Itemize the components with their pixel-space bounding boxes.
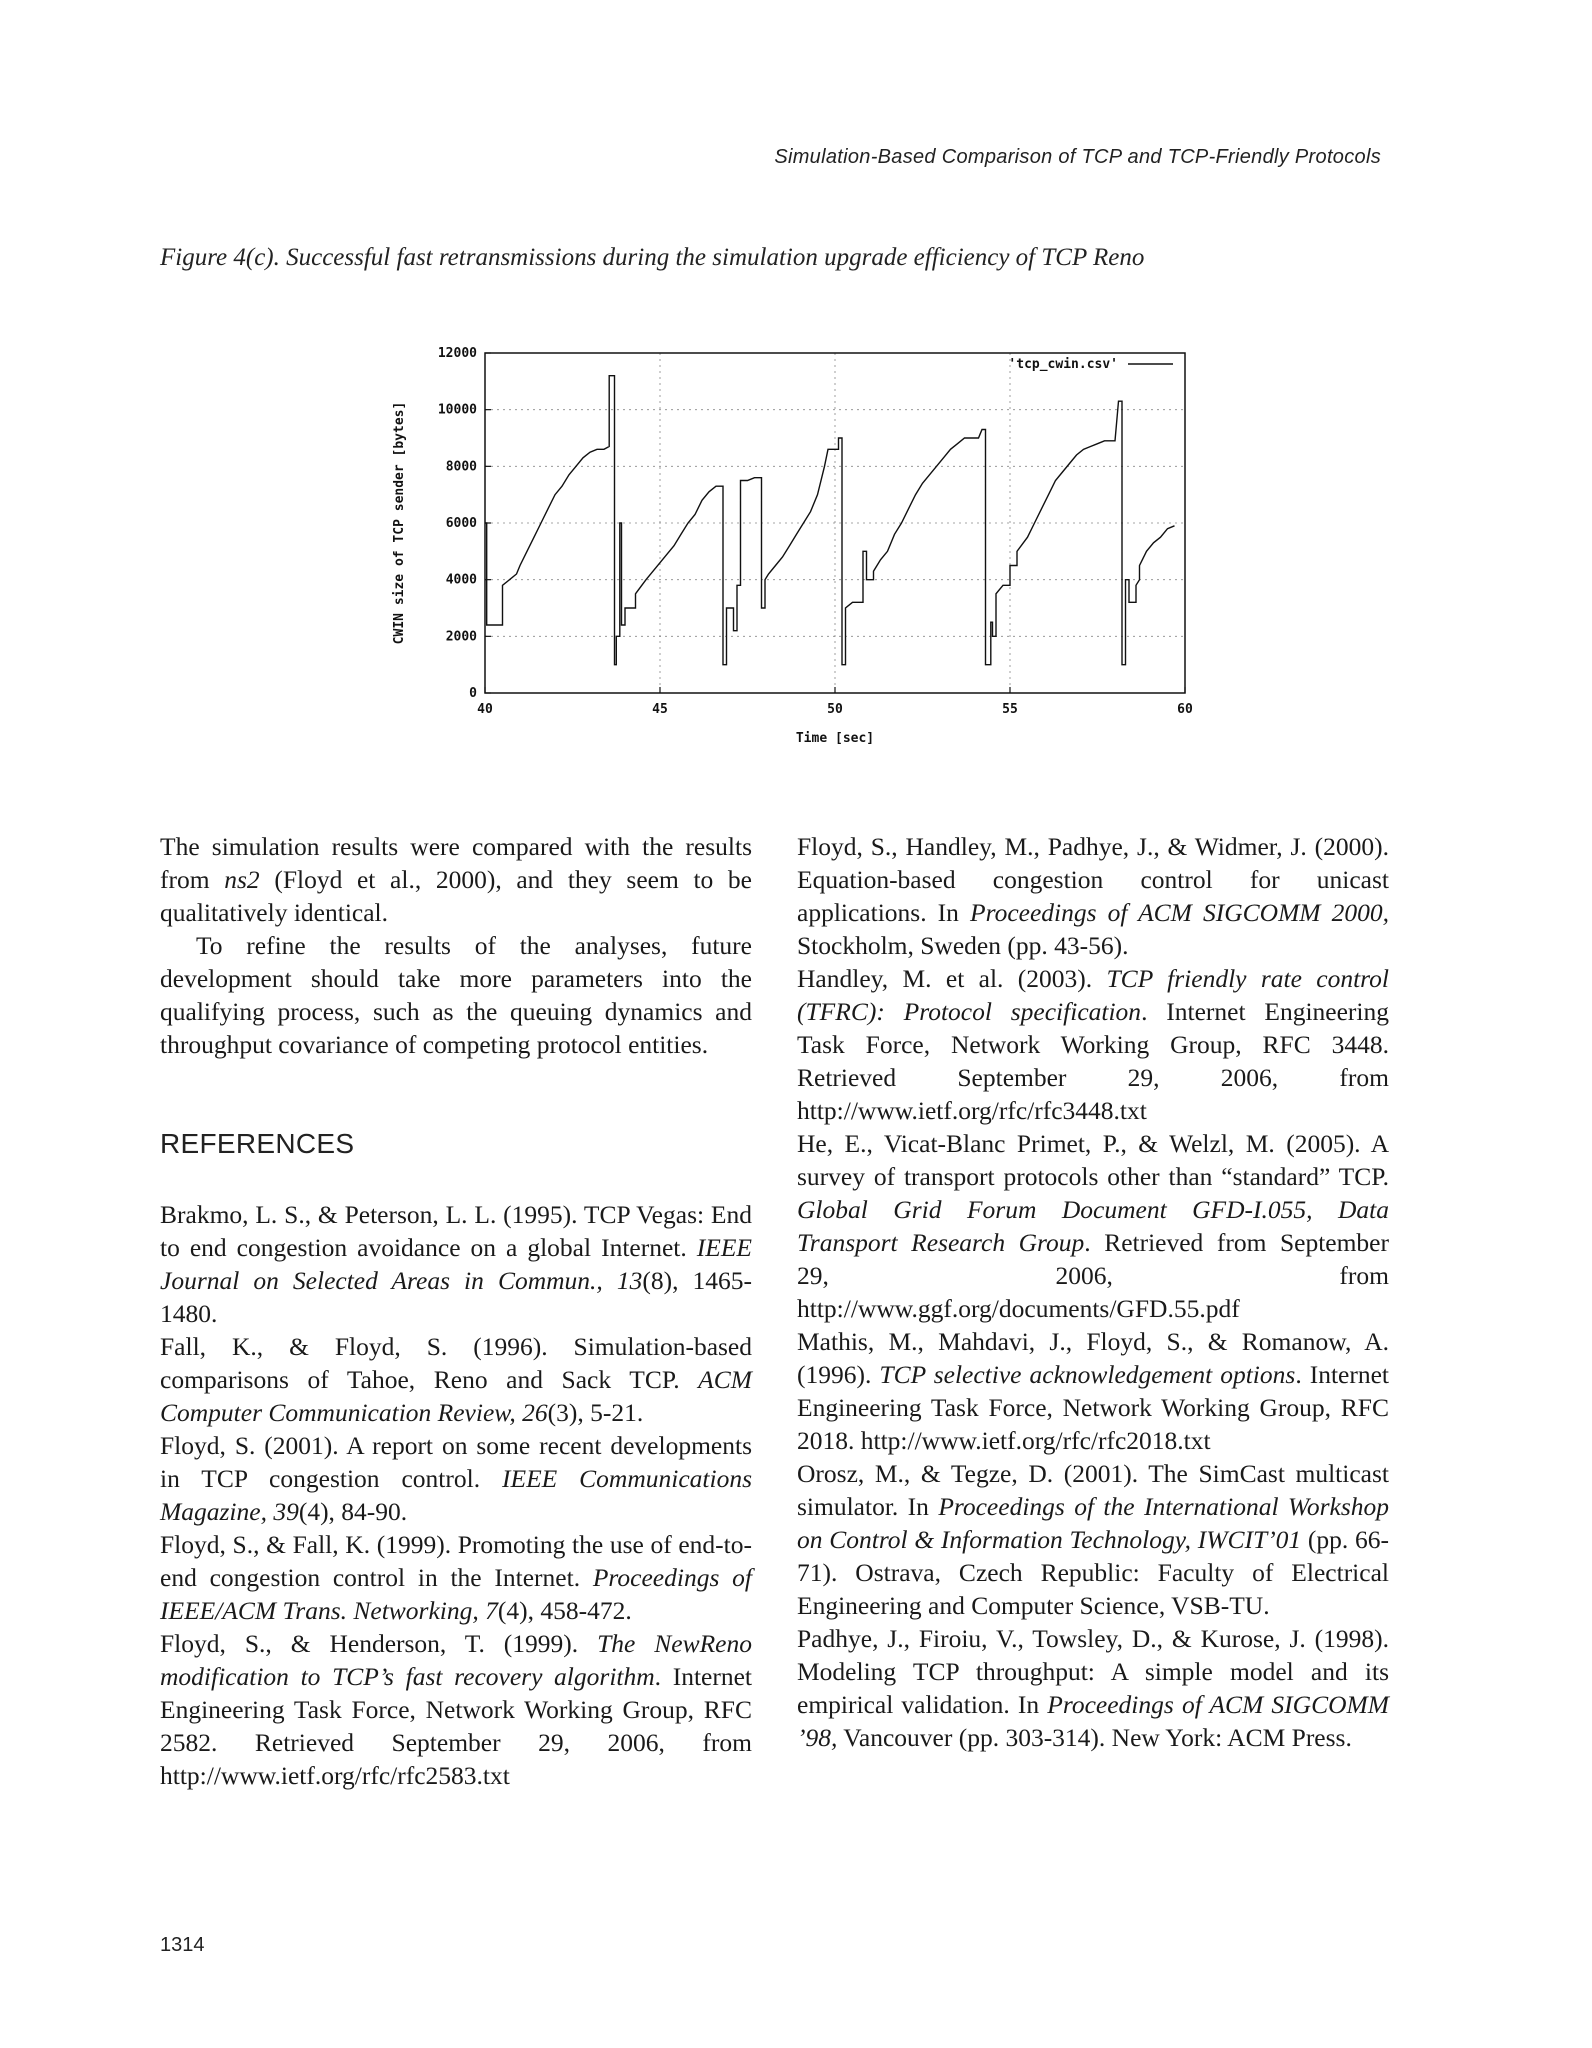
reference-item: Orosz, M., & Tegze, D. (2001). The SimCast multicast simulator. In Proceedings of the International Workshop on Control & Information Technology, IWCIT’01 (pp. 66-71). Ostrava, Czech Republic: Faculty of Electrical Engineering and Computer Science, VSB-TU. <box>797 1459 1389 1620</box>
y-tick-label: 0 <box>469 686 477 701</box>
reference-item: Floyd, S. (2001). A report on some recent developments in TCP congestion control. IEEE Communications Magazine, 39(4), 84-90. <box>160 1431 753 1526</box>
y-tick-label: 6000 <box>445 516 477 531</box>
reference-item: Brakmo, L. S., & Peterson, L. L. (1995). TCP Vegas: End to end congestion avoidance on a global Internet. IEEE Journal on Selected Areas in Commun., 13(8), 1465-1480. <box>160 1200 752 1328</box>
reference-item: He, E., Vicat-Blanc Primet, P., & Welzl, M. (2005). A survey of transport protocols other than “standard” TCP. Global Grid Forum Document GFD-I.055, Data Transport Research Group. Retrieved from September 29, 2006, from http://www.ggf.org/documents/GFD.55.pdf <box>797 1129 1389 1323</box>
y-tick-label: 12000 <box>437 346 477 361</box>
chart-gridlines <box>485 353 1185 693</box>
x-tick-label: 40 <box>477 702 493 717</box>
x-tick-label: 45 <box>652 702 668 717</box>
cwin-chart <box>385 335 1215 755</box>
y-axis-label: CWIN size of TCP sender [bytes] <box>392 401 407 645</box>
figure-caption: Figure 4(c). Successful fast retransmissions during the simulation upgrade efficiency of TCP Reno <box>160 244 1145 271</box>
y-tick-label: 10000 <box>437 402 477 418</box>
reference-item: Handley, M. et al. (2003). TCP friendly rate control (TFRC): Protocol specification. Internet Engineering Task Force, Network Working Group, RFC 3448. Retrieved September 29, 2006, from http://www.ietf.org/rfc/rfc3448.txt <box>797 964 1389 1125</box>
chart-container <box>385 335 1215 755</box>
x-axis-ticks <box>477 687 1193 717</box>
legend-label: 'tcp_cwin.csv' <box>1008 357 1118 372</box>
x-axis-label: Time [sec] <box>795 731 875 746</box>
y-axis-ticks <box>438 346 491 701</box>
y-tick-label: 4000 <box>445 572 477 588</box>
right-column <box>797 830 1389 1754</box>
body-paragraph-2: To refine the results of the analyses, future development should take more parameters into the qualifying process, such as the queuing dynamics and throughput covariance of competing protocol entities. <box>160 931 752 1059</box>
reference-item: Padhye, J., Firoiu, V., Towsley, D., & Kurose, J. (1998). Modeling TCP throughput: A simple model and its empirical validation. In Proceedings of ACM SIGCOMM ’98, Vancouver (pp. 303-314). New York: ACM Press. <box>797 1624 1389 1752</box>
left-column <box>160 830 752 1792</box>
running-header: Simulation-Based Comparison of TCP and TCP-Friendly Protocols <box>774 146 1381 168</box>
reference-item: Floyd, S., & Henderson, T. (1999). The NewReno modification to TCP’s fast recovery algorithm. Internet Engineering Task Force, Network Working Group, RFC 2582. Retrieved September 29, 2006, from http://www.ietf.org/rfc/rfc2583.txt <box>160 1629 752 1790</box>
body-paragraph-1: The simulation results were compared with the results from ns2 (Floyd et al., 2000), and they seem to be qualitatively identical. <box>160 832 752 927</box>
reference-item: Fall, K., & Floyd, S. (1996). Simulation-based comparisons of Tahoe, Reno and Sack TCP. ACM Computer Communication Review, 26(3), 5-21. <box>160 1332 752 1427</box>
y-tick-label: 2000 <box>445 629 477 645</box>
x-tick-label: 50 <box>827 702 843 717</box>
series-line-tcp-cwin <box>485 376 1175 665</box>
x-tick-label: 60 <box>1177 702 1193 717</box>
x-tick-label: 55 <box>1002 702 1018 717</box>
page-number: 1314 <box>160 1934 205 1956</box>
reference-item: Floyd, S., Handley, M., Padhye, J., & Widmer, J. (2000). Equation-based congestion control for unicast applications. In Proceedings of ACM SIGCOMM 2000, Stockholm, Sweden (pp. 43-56). <box>797 832 1390 960</box>
reference-item: Mathis, M., Mahdavi, J., Floyd, S., & Romanow, A. (1996). TCP selective acknowledgement options. Internet Engineering Task Force, Network Working Group, RFC 2018. http://www.ietf.org/rfc/rfc2018.txt <box>797 1327 1389 1455</box>
references-heading: REFERENCES <box>160 1128 355 1159</box>
reference-item: Floyd, S., & Fall, K. (1999). Promoting the use of end-to-end congestion control in the Internet. Proceedings of IEEE/ACM Trans. Networking, 7(4), 458-472. <box>160 1530 752 1625</box>
y-tick-label: 8000 <box>445 459 477 475</box>
